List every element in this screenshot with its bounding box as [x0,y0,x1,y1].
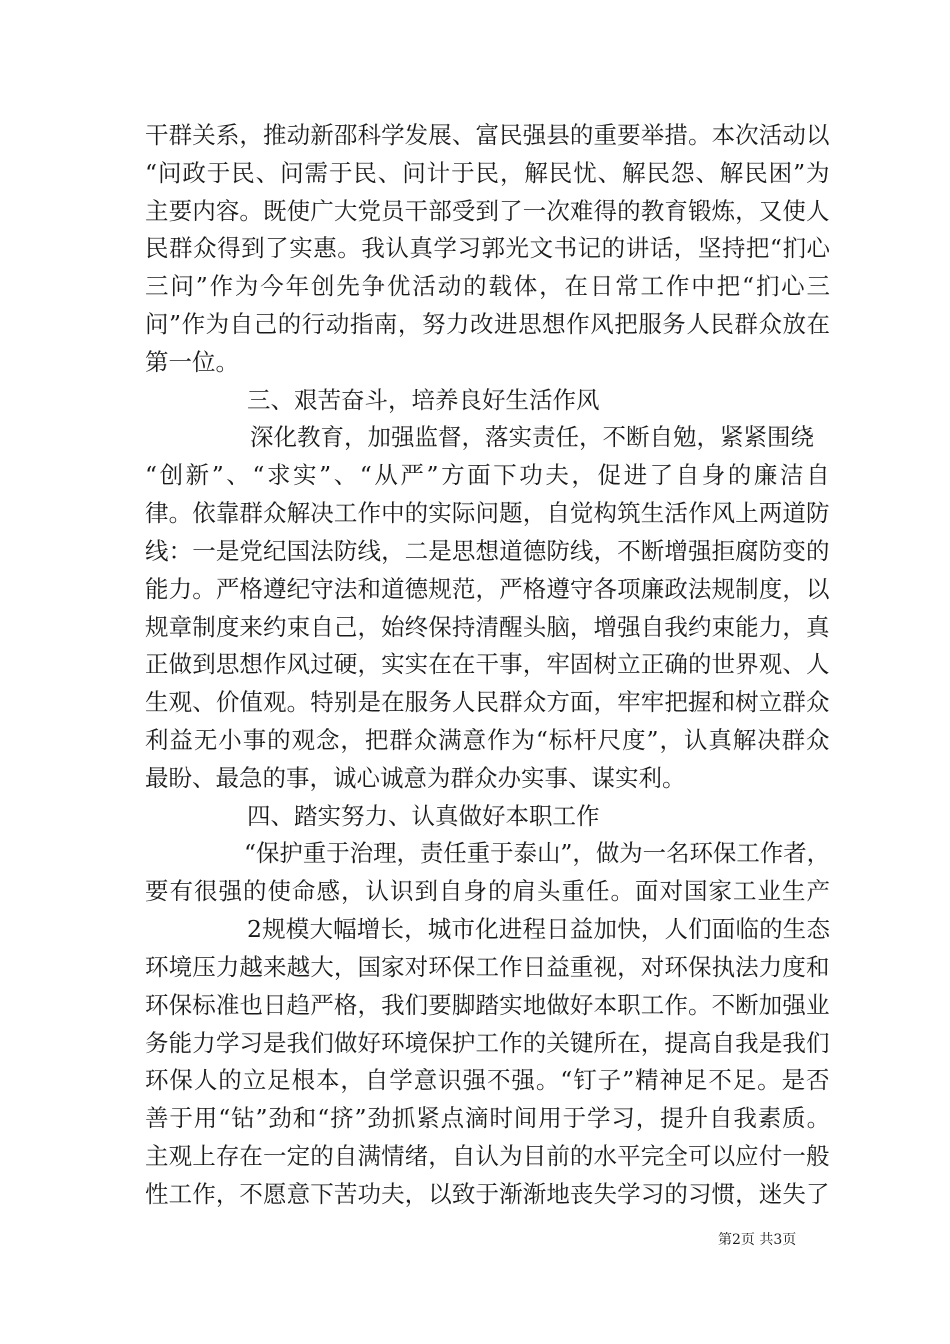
text-line: 务能力学习是我们做好环境保护工作的关键所在，提高自我是我们 [145,1029,830,1057]
text-line: 环保人的立足根本，自学意识强不强。“钉子”精神足不足。是否 [145,1066,831,1094]
text-line: “保护重于治理，责任重于泰山”，做为一名环保工作者， [244,839,831,867]
text-line: 民群众得到了实惠。我认真学习郭光文书记的讲话，坚持把“扪心 [145,234,831,262]
text-line: 环保标准也日趋严格，我们要脚踏实地做好本职工作。不断加强业 [145,991,830,1019]
page-number-footer: 第2页 共3页 [718,1232,797,1248]
text-line: 主观上存在一定的自满情绪，自认为目前的水平完全可以应付一般 [145,1142,830,1170]
text-line: 正做到思想作风过硬，实实在在干事，牢固树立正确的世界观、人 [145,650,830,678]
text-line: 生观、价值观。特别是在服务人民群众方面，牢牢把握和树立群众 [145,688,830,716]
text-line: “创新”、“求实”、“从严”方面下功夫，促进了自身的廉洁自 [145,461,833,489]
text-line: 性工作，不愿意下苦功夫，以致于渐渐地丧失学习的习惯，迷失了 [145,1180,830,1208]
text-line: 深化教育，加强监督，落实责任，不断自勉，紧紧围绕 [250,423,814,451]
text-line: 最盼、最急的事，诚心诚意为群众办实事、谋实利。 [145,764,686,792]
text-line: 线：一是党纪国法防线，二是思想道德防线，不断增强拒腐防变的 [145,537,830,565]
section-heading: 三、艰苦奋斗，培养良好生活作风 [247,386,600,414]
text-line: 三问”作为今年创先争优活动的载体，在日常工作中把“扪心三 [145,272,832,300]
text-line: 律。依靠群众解决工作中的实际问题，自觉构筑生活作风上两道防 [145,499,830,527]
text-line: 善于用“钻”劲和“挤”劲抓紧点滴时间用于学习，提升自我素质。 [145,1104,831,1132]
text-line: “问政于民、问需于民、问计于民，解民忧、解民怨、解民困”为 [145,159,831,187]
text-line: 规章制度来约束自己，始终保持清醒头脑，增强自我约束能力，真 [145,613,830,641]
text-line: 能力。严格遵纪守法和道德规范，严格遵守各项廉政法规制度，以 [145,575,830,603]
text-line: 利益无小事的观念，把群众满意作为“标杆尺度”，认真解决群众 [145,726,831,754]
text-line: 环境压力越来越大，国家对环保工作日益重视，对环保执法力度和 [145,953,830,981]
text-line: 干群关系，推动新邵科学发展、富民强县的重要举措。本次活动以 [145,121,830,149]
text-line: 主要内容。既使广大党员干部受到了一次难得的教育锻炼，又使人 [145,197,830,225]
text-line: 2规模大幅增长，城市化进程日益加快，人们面临的生态 [247,915,831,943]
section-heading: 四、踏实努力、认真做好本职工作 [247,802,600,830]
text-line: 问”作为自己的行动指南，努力改进思想作风把服务人民群众放在 [145,310,831,338]
text-line: 第一位。 [145,348,239,376]
text-line: 要有很强的使命感，认识到自身的肩头重任。面对国家工业生产 [145,877,831,905]
